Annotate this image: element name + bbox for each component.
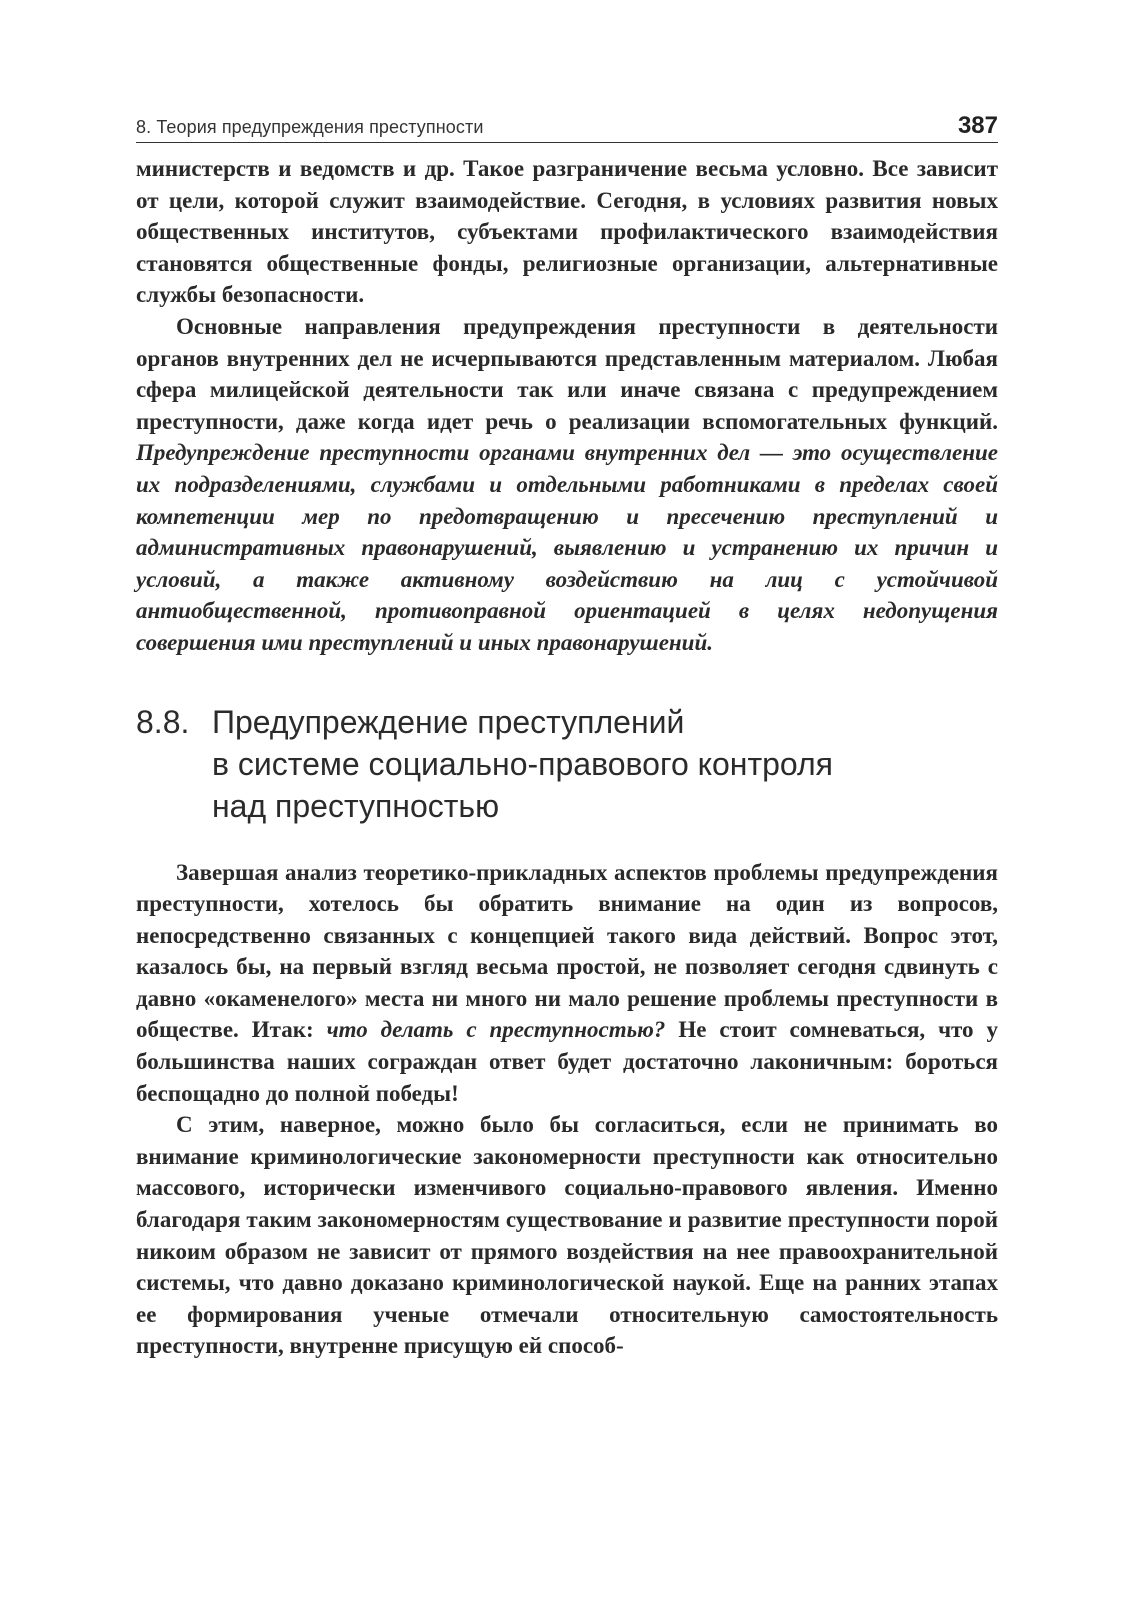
paragraph (136, 857, 998, 1110)
section-heading-line-1 (136, 701, 998, 743)
paragraph-plain-text: Не стоит сомневаться, что у большинства наших сограждан ответ будет достаточно лаконичным: бороться беспощадно до полной победы! (136, 1017, 998, 1106)
section-title-line-3: над преступностью (212, 787, 500, 824)
body-text (136, 153, 998, 659)
paragraph: С этим, наверное, можно было бы согласиться, если не принимать во внимание криминологические закономерности преступности как относительно массового, исторически изменчивого социально-правового явления. Именно благодаря таким закономерностям существование и развитие преступности порой никоим образом не зависит от прямого воздействия на нее правоохранительной системы, что давно доказано криминологической наукой. Еще на ранних этапах ее формирования ученые отмечали относительную самостоятельность преступности, внутренне присущую ей способ- (136, 1112, 998, 1359)
paragraph: министерств и ведомств и др. Такое разграничение весьма условно. Все зависит от цели, которой служит взаимодействие. Сегодня, в условиях развития новых общественных институтов, субъектами профилактического взаимодействия становятся общественные фонды, религиозные организации, альтернативные службы безопасности. (136, 156, 998, 308)
section-title-line-2: в системе социально-правового контроля (212, 745, 833, 782)
running-title: 8. Теория предупреждения преступности (136, 117, 484, 137)
running-head (136, 108, 998, 143)
page-number: 387 (957, 112, 998, 139)
section-number: 8.8. (136, 703, 190, 740)
paragraph-plain-text: Основные направления предупреждения преступности в деятельности органов внутренних дел не исчерпываются представленным материалом. Любая сфера милицейской деятельности так или иначе связана с предупреждением преступности, даже когда идет речь о реализации вспомогательных функций. (136, 313, 998, 434)
paragraph (136, 311, 998, 659)
definition-italic-text: Предупреждение преступности органами внутренних дел — это осуществление их подразделениями, службами и отдельными работниками в пределах своей компетенции мер по предотвращению и пресечению преступлений и административных правонарушений, выявлению и устранению их причин и условий, а также активному воздействию на лиц с устойчивой антиобщественной, противоправной ориентацией в целях недопущения совершения ими преступлений и иных правонарушений. (136, 440, 998, 655)
section-title-line-1: Предупреждение преступлений (212, 703, 685, 740)
section-body-text (136, 857, 998, 1363)
book-page (136, 108, 998, 1362)
paragraph-plain-text: Завершая анализ теоретико-прикладных аспектов проблемы предупреждения преступности, хотелось бы обратить внимание на один из вопросов, непосредственно связанных с концепцией такого вида действий. Вопрос этот, казалось бы, на первый взгляд весьма простой, не позволяет сегодня сдвинуть с давно «окаменелого» места ни много ни мало решение проблемы преступности в обществе. Итак: (136, 859, 998, 1043)
question-italic-text: что делать с преступностью? (326, 1017, 666, 1043)
section-heading (136, 701, 998, 827)
